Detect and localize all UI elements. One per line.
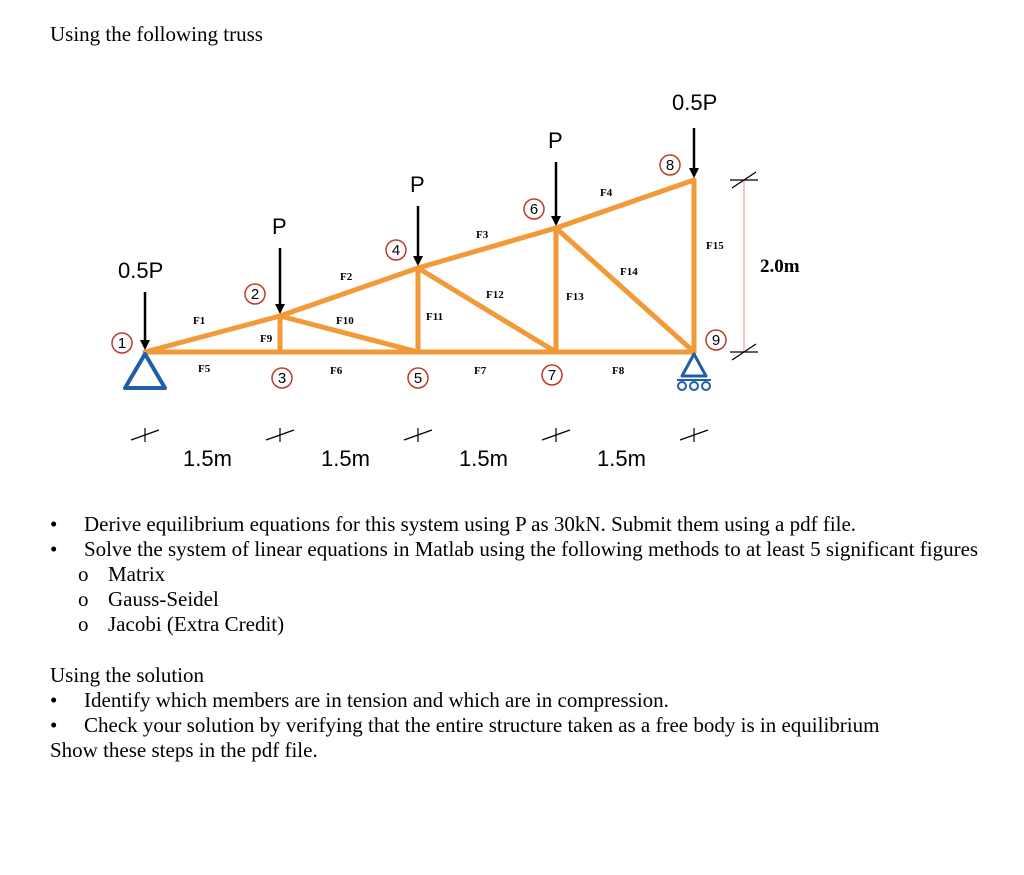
node-number-6: 6 <box>529 201 539 218</box>
dimension-span-2: 1.5m <box>321 446 370 471</box>
member-f4 <box>556 180 694 228</box>
label-f2: F2 <box>340 271 353 283</box>
intro-text: Using the following truss <box>50 22 263 46</box>
method-jacobi: o Jacobi (Extra Credit) <box>50 612 990 637</box>
method-gauss-seidel: o Gauss-Seidel <box>50 587 990 612</box>
label-f8: F8 <box>612 365 625 377</box>
label-f15: F15 <box>706 240 724 252</box>
label-f14: F14 <box>620 266 638 278</box>
load-label-node1: 0.5P <box>118 258 164 283</box>
node-number-9: 9 <box>711 332 721 349</box>
node-number-1: 1 <box>117 335 127 352</box>
closing-text: Show these steps in the pdf file. <box>50 738 318 762</box>
node-number-7: 7 <box>547 367 557 384</box>
node-number-2: 2 <box>250 286 260 303</box>
node-number-3: 3 <box>277 370 287 387</box>
load-label-node4: P <box>410 172 425 197</box>
solution-item-tension: • Identify which members are in tension and which are in compression. <box>50 688 990 713</box>
label-f11: F11 <box>426 311 444 323</box>
label-f1: F1 <box>193 315 206 327</box>
dimension-span-4: 1.5m <box>597 446 646 471</box>
label-f6: F6 <box>330 365 343 377</box>
task-bullet-solve: • Solve the system of linear equations in Matlab using the following methods to at least 5 significant figures <box>50 537 990 562</box>
label-f5: F5 <box>198 363 211 375</box>
label-f10: F10 <box>336 315 354 327</box>
task-list <box>50 512 990 763</box>
dimension-span-1: 1.5m <box>183 446 232 471</box>
node-number-5: 5 <box>413 370 423 387</box>
load-label-node8: 0.5P <box>672 90 718 115</box>
label-f7: F7 <box>474 365 487 377</box>
label-f4: F4 <box>600 187 613 199</box>
method-matrix: o Matrix <box>50 562 990 587</box>
solution-item-check: • Check your solution by verifying that the entire structure taken as a free body is in equilibrium <box>50 713 990 738</box>
member-f14 <box>556 228 694 352</box>
load-label-node6: P <box>548 128 563 153</box>
label-f9: F9 <box>260 333 273 345</box>
node-number-8: 8 <box>665 157 675 174</box>
label-f13: F13 <box>566 291 584 303</box>
dimension-ticks <box>131 428 708 442</box>
label-f3: F3 <box>476 229 489 241</box>
solution-heading: Using the solution <box>50 663 205 687</box>
roller-support <box>677 354 711 390</box>
task-bullet-derive: • Derive equilibrium equations for this system using P as 30kN. Submit them using a pdf file. <box>50 512 990 537</box>
dimension-height: 2.0m <box>760 256 800 277</box>
dimension-span-3: 1.5m <box>459 446 508 471</box>
pin-support <box>125 354 165 388</box>
label-f12: F12 <box>486 289 504 301</box>
height-dimension <box>730 172 758 360</box>
member-f12 <box>418 268 556 352</box>
load-label-node2: P <box>272 214 287 239</box>
node-number-4: 4 <box>391 242 401 259</box>
